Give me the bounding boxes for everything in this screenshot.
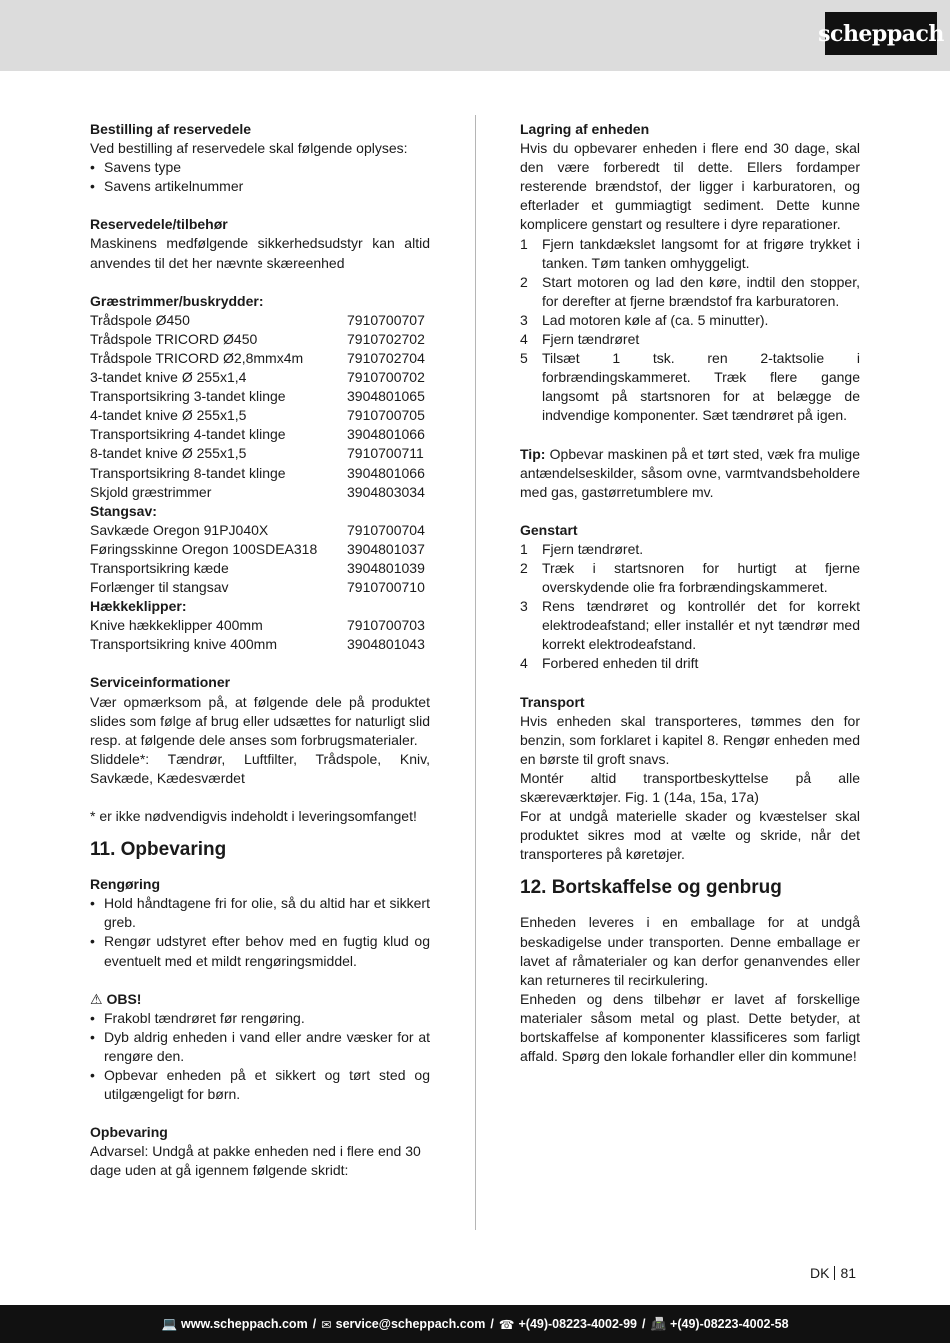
ordering-intro: Ved bestilling af reservedele skal følgende oplyses: bbox=[90, 140, 408, 157]
transport-title: Transport bbox=[520, 693, 585, 710]
right-column bbox=[520, 120, 860, 1066]
part-name: 8-tandet knive Ø 255x1,5 bbox=[90, 445, 247, 462]
list-item: • Savens artikelnummer bbox=[90, 177, 430, 196]
part-number: 3904801043 bbox=[347, 636, 425, 653]
table-row bbox=[90, 483, 430, 502]
list-item: 2 Start motoren og lad den køre, indtil den stopper, for derefter at fjerne brændstof fra karburatoren. bbox=[520, 273, 860, 309]
computer-icon: 💻 bbox=[161, 1316, 178, 1331]
list-item: • Frakobl tændrøret før rengøring. bbox=[90, 1009, 430, 1028]
part-name: Trådspole TRICORD Ø450 bbox=[90, 330, 258, 347]
part-number: 7910702704 bbox=[347, 349, 425, 366]
list-item: 4 Forbered enheden til drift bbox=[520, 655, 699, 672]
disposal-p1: Enheden leveres i en emballage for at undgå beskadigelse under transporten. Denne emballage er lavet af råmaterialer og kan derfor genanvendes eller kan returneres til recirkulering. bbox=[520, 914, 860, 988]
wear-parts-text: Sliddele*: Tændrør, Luftfilter, Trådspole, Kniv, Savkæde, Kædesværdet bbox=[90, 750, 430, 786]
transport-p1: Hvis enheden skal transporteres, tømmes den for benzin, som forklaret i kapitel 8. Rengør enheden med en børste til groft snavs. bbox=[520, 712, 860, 767]
list-item: 1 Fjern tændrøret. bbox=[520, 540, 644, 557]
transport-p2: Montér altid transportbeskyttelse på alle skæreværktøjer. Fig. 1 (14a, 15a, 17a) bbox=[520, 769, 860, 805]
warning-title: ⚠ OBS! bbox=[90, 990, 142, 1007]
table-row bbox=[90, 349, 430, 368]
list-item: • Savens type bbox=[90, 158, 430, 177]
table-row bbox=[90, 464, 430, 483]
part-number: 3904801066 bbox=[347, 464, 425, 481]
trimmer-parts-table bbox=[90, 311, 430, 502]
part-number: 7910702702 bbox=[347, 330, 425, 347]
service-text: Vær opmærksom på, at følgende dele på produktet slides som følge af brug eller udsættes for naturligt slid resp. at følgende dele anses som forbrugsmaterialer. bbox=[90, 693, 430, 748]
footer-bar: 💻 www.scheppach.com / ✉ service@scheppach.com / ☎ +(49)-08223-4002-99 / 📠 +(49)-08223-4002-58 bbox=[0, 1305, 950, 1343]
part-number: 7910700710 bbox=[347, 579, 425, 596]
part-name: 4-tandet knive Ø 255x1,5 bbox=[90, 407, 247, 424]
tip-paragraph: Tip: Opbevar maskinen på et tørt sted, væk fra mulige antændelseskilder, såsom ovne, varmtvandsbeholdere med gas, gastørretumblere mv. bbox=[520, 445, 860, 500]
cleaning-title: Rengøring bbox=[90, 876, 160, 893]
left-column bbox=[90, 120, 430, 1181]
list-item: 4 Fjern tændrøret bbox=[520, 331, 640, 348]
footer-web[interactable]: 💻 www.scheppach.com bbox=[161, 1316, 308, 1331]
brand-logo: scheppach bbox=[825, 12, 937, 55]
part-name: Føringsskinne Oregon 100SDEA318 bbox=[90, 540, 318, 557]
table-row bbox=[90, 616, 430, 635]
list-item: 3 Lad motoren køle af (ca. 5 minutter). bbox=[520, 311, 769, 328]
warning-icon: ⚠ bbox=[90, 990, 103, 1007]
storage-text: Advarsel: Undgå at pakke enheden ned i flere end 30 dage uden at gå igennem følgende skridt: bbox=[90, 1143, 421, 1179]
table-row bbox=[90, 521, 430, 540]
pole-saw-parts-table bbox=[90, 521, 430, 597]
storage-section-title: 11. Opbevaring bbox=[90, 839, 227, 861]
part-number: 3904801066 bbox=[347, 426, 425, 443]
spares-text: Maskinens medfølgende sikkerhedsudstyr kan altid anvendes til det her nævnte skæreenhed bbox=[90, 235, 430, 271]
table-row bbox=[90, 387, 430, 406]
restart-steps bbox=[520, 540, 860, 674]
list-item: • Opbevar enheden på et sikkert og tørt sted og utilgængeligt for børn. bbox=[90, 1066, 430, 1104]
storing-steps bbox=[520, 235, 860, 426]
footer-fax: 📠 +(49)-08223-4002-58 bbox=[650, 1316, 789, 1331]
part-name: Trådspole TRICORD Ø2,8mmx4m bbox=[90, 349, 304, 366]
storing-title: Lagring af enheden bbox=[520, 121, 650, 137]
part-name: 3-tandet knive Ø 255x1,4 bbox=[90, 369, 247, 386]
table-row bbox=[90, 406, 430, 425]
hedge-title: Hækkeklipper: bbox=[90, 598, 187, 615]
service-title: Serviceinformationer bbox=[90, 674, 231, 691]
list-item: 1 Fjern tankdækslet langsomt for at frigøre trykket i tanken. Tøm tanken omhyggeligt. bbox=[520, 235, 860, 271]
list-item: • Rengør udstyret efter behov med en fugtig klud og eventuelt med et mildt rengøringsmiddel. bbox=[90, 932, 430, 970]
part-number: 3904801039 bbox=[347, 559, 425, 576]
part-name: Transportsikring knive 400mm bbox=[90, 636, 277, 653]
part-number: 3904803034 bbox=[347, 483, 425, 500]
part-name: Transportsikring 3-tandet klinge bbox=[90, 388, 286, 405]
footer-email[interactable]: ✉ service@scheppach.com bbox=[321, 1317, 486, 1332]
spares-title: Reservedele/tilbehør bbox=[90, 216, 228, 233]
pole-saw-title: Stangsav: bbox=[90, 502, 157, 519]
part-name: Knive hækkeklipper 400mm bbox=[90, 617, 263, 634]
page-number: DK 81 bbox=[810, 1265, 857, 1281]
list-item: • Dyb aldrig enheden i vand eller andre væsker for at rengøre den. bbox=[90, 1028, 430, 1066]
part-name: Skjold græstrimmer bbox=[90, 483, 212, 500]
part-name: Transportsikring 4-tandet klinge bbox=[90, 426, 286, 443]
storing-text: Hvis du opbevarer enheden i flere end 30 dage, skal den være forberedt til dette. Ellers fordamper resterende brændstof, der ligger i karburatoren, og efterlader et gummiagtigt sediment. Dette kunne komplicere genstart og resultere i dyre reparationer. bbox=[520, 140, 860, 233]
part-number: 7910700705 bbox=[347, 407, 425, 424]
phone-icon: ☎ bbox=[498, 1317, 515, 1332]
part-number: 7910700703 bbox=[347, 617, 425, 634]
list-item: 2 Træk i startsnoren for hurtigt at fjerne overskydende olie fra forbrændingskammeret. bbox=[520, 559, 860, 596]
part-number: 3904801037 bbox=[347, 540, 425, 557]
hedge-parts-table bbox=[90, 616, 430, 654]
part-name: Transportsikring kæde bbox=[90, 559, 229, 576]
part-name: Forlænger til stangsav bbox=[90, 579, 229, 596]
footer-phone: ☎ +(49)-08223-4002-99 bbox=[498, 1317, 637, 1332]
part-name: Savkæde Oregon 91PJ040X bbox=[90, 521, 269, 538]
table-row bbox=[90, 578, 430, 597]
cleaning-list bbox=[90, 894, 430, 970]
table-row bbox=[90, 425, 430, 444]
part-number: 3904801065 bbox=[347, 388, 425, 405]
list-item: • Hold håndtagene fri for olie, så du altid har et sikkert greb. bbox=[90, 894, 430, 932]
part-name: Transportsikring 8-tandet klinge bbox=[90, 464, 286, 481]
ordering-title: Bestilling af reservedele bbox=[90, 121, 252, 137]
tip-label: Tip: bbox=[520, 445, 546, 462]
table-row bbox=[90, 311, 430, 330]
table-row bbox=[90, 635, 430, 654]
table-row bbox=[90, 540, 430, 559]
table-row bbox=[90, 559, 430, 578]
part-number: 7910700704 bbox=[347, 521, 425, 538]
header-band bbox=[0, 0, 950, 71]
disposal-section-title: 12. Bortskaffelse og genbrug bbox=[520, 877, 782, 899]
disposal-p2: Enheden og dens tilbehør er lavet af forskellige materialer såsom metal og plast. Dette betyder, at bortskaffelse af komponenter klassificeres som farligt affald. Spørg den lokale forhandler eller din kommune! bbox=[520, 990, 860, 1065]
warning-list bbox=[90, 1009, 430, 1104]
table-row bbox=[90, 368, 430, 387]
part-number: 7910700711 bbox=[347, 445, 424, 462]
table-row bbox=[90, 330, 430, 349]
fax-icon: 📠 bbox=[650, 1316, 667, 1331]
column-divider bbox=[475, 115, 476, 1230]
ordering-list bbox=[90, 158, 430, 196]
storage-title: Opbevaring bbox=[90, 1124, 168, 1141]
list-item: 5 Tilsæt 1 tsk. ren 2-taktsolie i forbrændingskammeret. Træk flere gange langsomt på startsnoren for at belægge de indvendige komponenter. Sæt tændrøret på igen. bbox=[520, 350, 860, 424]
part-number: 7910700702 bbox=[347, 369, 425, 386]
table-row bbox=[90, 444, 430, 463]
part-name: Trådspole Ø450 bbox=[90, 311, 190, 328]
mail-icon: ✉ bbox=[321, 1317, 332, 1332]
restart-title: Genstart bbox=[520, 521, 578, 538]
service-footnote: * er ikke nødvendigvis indeholdt i leveringsomfanget! bbox=[90, 808, 417, 824]
part-number: 7910700707 bbox=[347, 311, 425, 328]
trimmer-title: Græstrimmer/buskrydder: bbox=[90, 292, 264, 309]
list-item: 3 Rens tændrøret og kontrollér det for korrekt elektrodeafstand; eller installér et nyt tændrør med korrekt elektrodeafstand. bbox=[520, 598, 860, 653]
transport-p3: For at undgå materielle skader og kvæstelser skal produktet sikres mod at vælte og skride, når det transporteres på køretøjer. bbox=[520, 808, 860, 863]
